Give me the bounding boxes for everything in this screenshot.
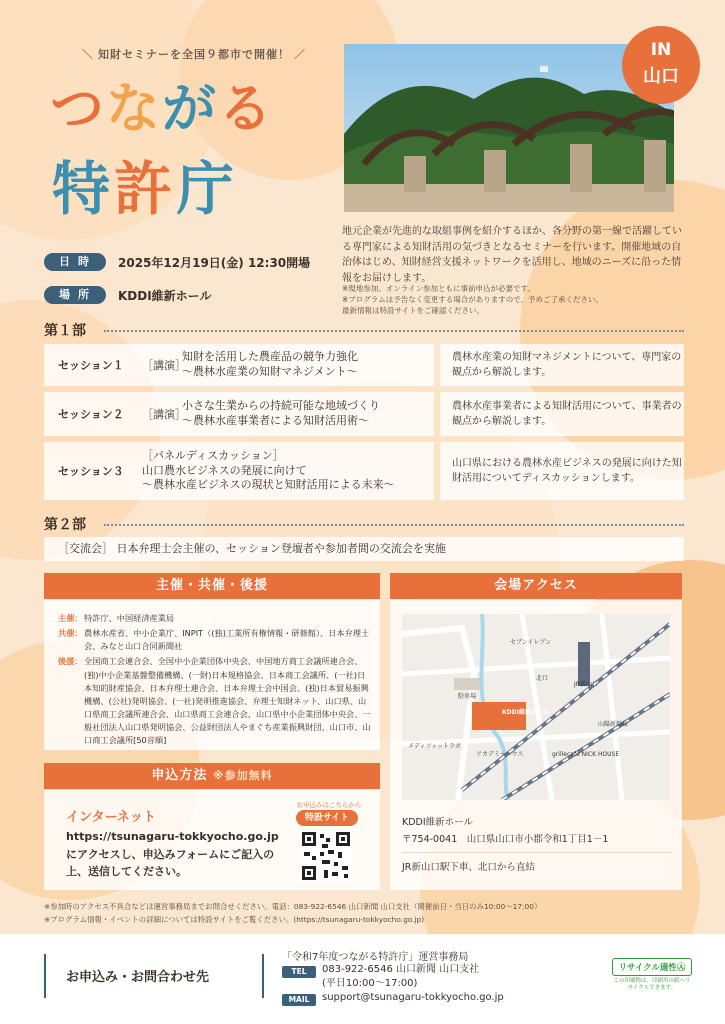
exchange-meeting: ［交流会］ 日本弁理士会主催の、セッション登壇者や参加者間の交流会を実施 <box>44 537 684 561</box>
part2-heading: 第２部 <box>44 517 86 533</box>
special-site-button[interactable]: 特設サイト <box>296 810 358 826</box>
session-title: ［パネルディスカッション］ 山口農水ビジネスの発展に向けて ～農林水産ビジネスの現状と知財活用による未来～ <box>142 448 395 492</box>
event-logo <box>50 77 310 232</box>
organizers-list: 主催： 特許庁、中国経済産業局 共催： 農林水産省、中小企業庁、INPIT（(独)工業所有権情報・研修館）、日本弁理士会、みなと山口合同新聞社 後援： 全国商工会連合会、全国中小企業団体中央会、中国地方商工会議所連合会、(独)中小企業基盤整備機構、(一財)日本規格協会、日本商工会議所、(一社)日本知的財産協会、日本弁理士連合会、日本弁理士会中国会、(独)日本貿易振興機構、(公社)発明協会、(一社)発明推進協会、弁理士知財ネット、山口県、山口県商工会議所連合会、山口県商工会連合会、山口県中小企業団体中央会、一般社団法人山口県発明協会、公益財団法人やまぐち産業振興財団、山口市、山口商工会議所[50音順] <box>58 613 371 746</box>
tagline: ＼ 知財セミナーを全国９都市で開催！ ／ <box>82 48 306 61</box>
session-description: 農林水産業の知財マネジメントについて、専門家の観点から解説します。 <box>440 344 684 386</box>
session-info <box>44 344 434 386</box>
map-label-cafe: grillecafe NICK HOUSE <box>552 751 620 758</box>
map-label-seven: セブンイレブン <box>510 639 552 646</box>
session-row <box>44 442 684 500</box>
mail-value[interactable]: support@tsunagaru-tokkyocho.go.jp <box>322 992 504 1003</box>
date-row <box>44 253 310 271</box>
date-label: 日時 <box>44 253 106 271</box>
footer <box>0 934 725 1024</box>
part1-heading: 第１部 <box>44 323 86 339</box>
contact-title: お申込み・お問合わせ先 <box>66 970 210 985</box>
mail-label: MAIL <box>282 994 316 1006</box>
apply-instructions: https://tsunagaru-tokkyocho.go.jp にアクセスし、申込みフォームにご記入の上、送信してください。 <box>66 828 286 881</box>
logo-line-2: 特許庁 <box>52 155 239 223</box>
session-title: 小さな生業からの持続可能な地域づくり ～農林水産事業者による知財活用術～ <box>182 399 380 427</box>
office-name: 「令和7年度つながる特許庁」運営事務局 <box>282 952 469 963</box>
map-label-rail-b: 山陽新幹線 <box>598 721 629 728</box>
location-badge: IN 山口 <box>622 26 700 104</box>
session-row <box>44 344 684 386</box>
map-label-venue: KDDI維新ホール <box>502 709 549 716</box>
session-info <box>44 442 434 500</box>
session-description: 農林水産事業者による知財活用について、事業者の観点から解説します。 <box>440 392 684 436</box>
divider <box>44 954 46 998</box>
date-value: 2025年12月19日(金) 12:30開場 <box>118 255 311 270</box>
access-map <box>402 614 670 800</box>
place-label: 場所 <box>44 286 106 304</box>
map-label-media: メディフィットラボ <box>408 743 462 750</box>
map-label-kita: 北口 <box>536 675 549 682</box>
venue-name: KDDI維新ホール <box>402 817 473 828</box>
session-type: ［講演］ <box>142 408 186 421</box>
tel-value: 083-922-6546 山口新聞 山口支社 (平日10:00～17:00) <box>322 964 480 989</box>
organizers-heading: 主催・共催・後援 <box>44 573 380 599</box>
bottom-note-1: ※参加時のアクセス不具合などは運営事務局までお問合せください。電話：083-922-6546 山口新聞 山口支社（開催前日・当日のみ10:00～17:00） <box>44 902 542 911</box>
intro-notes: ※現地参加、オンライン参加ともに事前申込が必要です。 ※プログラムは予告なく変更する場合がありますので、予めご了承ください。 最新情報は特設サイトをご確認ください。 <box>342 284 604 315</box>
session-title: 知財を活用した農産品の競争力強化 ～農林水産業の知財マネジメント～ <box>182 350 358 378</box>
session-description: 山口県における農林水産ビジネスの発展に向けた知財活用についてディスカッションします。 <box>440 442 684 500</box>
session-number: セッション１ <box>58 359 124 372</box>
divider <box>262 954 264 998</box>
internet-heading: インターネット <box>66 810 156 825</box>
apply-heading: 申込方法 ※参加無料 <box>44 763 380 789</box>
venue-info <box>402 814 672 876</box>
intro-text: 地元企業が先進的な取組事例を紹介するほか、各分野の第一線で活躍している専門家による知財活用の気づきとなるセミナーを行います。開催地域の自治体はじめ、知財経営支援ネットワークを活用し、地域のニーズに沿った情報をお届けします。 <box>342 226 682 284</box>
map-label-rail-a: JR新山口 <box>574 681 598 688</box>
recycle-mark: リサイクル適性Ⓐ この印刷物は、印刷用の紙へリサイクルできます。 <box>612 958 692 992</box>
map-label-academy: アカデミーハウス <box>476 751 524 758</box>
apply-url[interactable]: https://tsunagaru-tokkyocho.go.jp <box>66 830 279 843</box>
session-number: セッション２ <box>58 408 124 421</box>
place-value: KDDI維新ホール <box>118 288 212 303</box>
divider <box>104 524 684 526</box>
venue-directions: JR新山口駅下車、北口から直結 <box>402 862 535 874</box>
session-type: ［講演］ <box>142 359 186 372</box>
access-heading: 会場アクセス <box>390 573 682 599</box>
logo-line-1: つながる <box>50 77 274 140</box>
tel-label: TEL <box>282 966 316 978</box>
venue-address: 〒754-0041 山口県山口市小郡令和1丁目1－1 <box>402 831 672 853</box>
session-row <box>44 392 684 436</box>
session-number: セッション３ <box>58 465 124 478</box>
place-row <box>44 286 211 304</box>
qr-caption: お申込みはこちらから <box>296 801 362 809</box>
qr-code[interactable] <box>300 830 352 882</box>
map-label-parking: 駐車場 <box>458 693 477 700</box>
session-info <box>44 392 434 436</box>
divider <box>104 330 684 332</box>
bottom-note-2: ※プログラム情報・イベントの詳細については特設サイトをご覧ください。(https://tsunagaru-tokkyocho.go.jp) <box>44 915 425 924</box>
